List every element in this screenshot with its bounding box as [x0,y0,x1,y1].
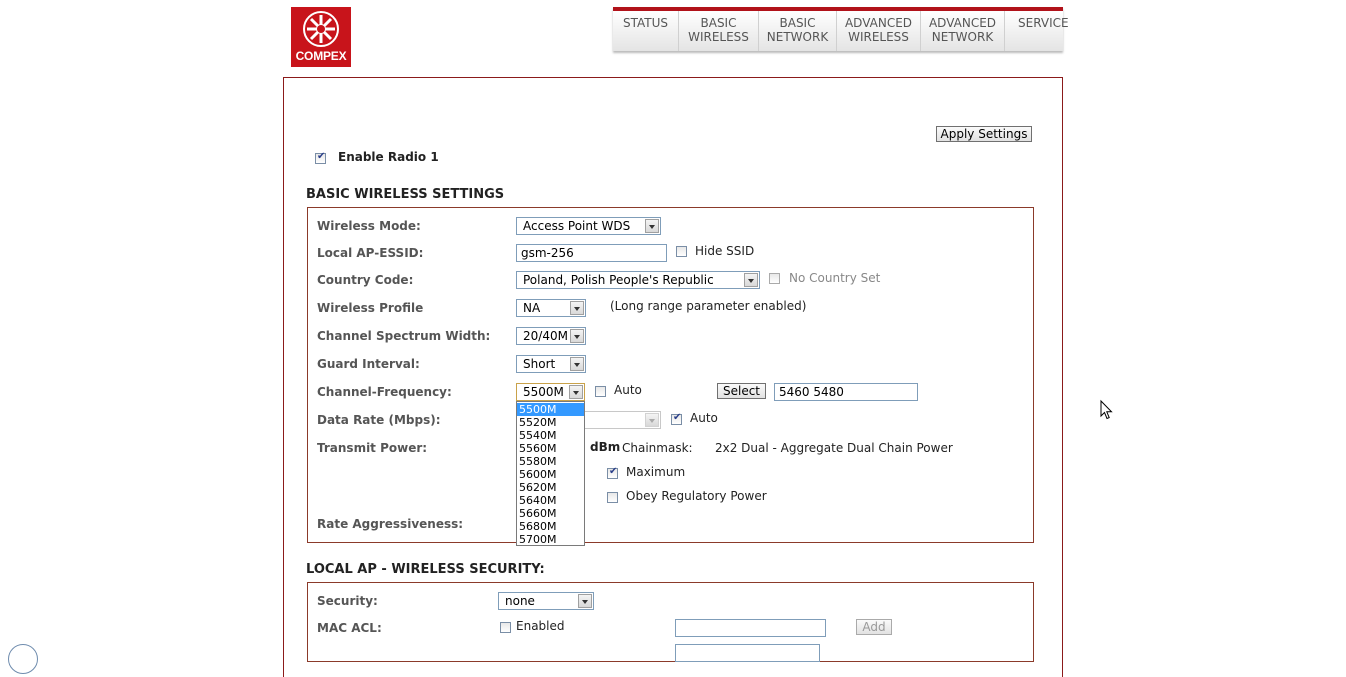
rate-aggressiveness-label: Rate Aggressiveness: [317,517,464,531]
spectrum-width-select[interactable] [516,327,586,345]
no-country-label: No Country Set [789,271,881,285]
tab-advanced-wireless[interactable] [837,11,921,51]
data-rate-auto-label: Auto [690,411,718,425]
mac-list-select[interactable] [675,644,820,662]
enable-radio-label: Enable Radio 1 [338,150,439,164]
dropdown-option[interactable]: 5500M [517,403,584,416]
no-country-checkbox[interactable] [769,273,780,284]
chevron-down-icon [570,301,584,315]
guard-interval-select[interactable] [516,355,586,373]
wireless-security-title: LOCAL AP - WIRELESS SECURITY: [306,562,545,577]
channel-select-button[interactable]: Select [717,383,766,399]
maximum-power-checkbox[interactable] [607,468,618,479]
obey-regulatory-label: Obey Regulatory Power [626,489,767,503]
data-rate-label: Data Rate (Mbps): [317,413,441,427]
partial-circle-icon [8,644,38,674]
wireless-profile-select[interactable] [516,299,586,317]
wireless-mode-select[interactable] [516,217,661,235]
chevron-down-icon [570,329,584,343]
channel-list-input[interactable]: 5460 5480 [774,383,918,401]
mouse-cursor-icon [1100,400,1113,420]
dropdown-option[interactable]: 5700M [519,533,557,546]
apply-settings-button[interactable]: Apply Settings [936,126,1032,142]
security-label: Security: [317,594,378,608]
channel-frequency-value: 5500M [523,385,564,399]
tab-service-label: SERVICE [1018,16,1069,30]
tab-basic-wireless-line2: WIRELESS [688,30,749,44]
enable-radio-checkbox[interactable] [315,153,326,164]
obey-regulatory-checkbox[interactable] [607,492,618,503]
tab-status-label: STATUS [622,16,669,30]
dropdown-option[interactable]: 5640M [519,494,557,507]
mac-add-button[interactable]: Add [856,619,892,635]
mac-acl-enabled-checkbox[interactable] [500,622,511,633]
tab-basic-network-line1: BASIC [779,16,816,30]
wireless-security-box [307,582,1034,662]
hide-ssid-checkbox[interactable] [676,246,687,257]
tab-status[interactable] [613,11,679,51]
spectrum-width-label: Channel Spectrum Width: [317,329,491,343]
logo-text: COMPEX [295,49,347,63]
mac-address-input[interactable] [675,619,826,637]
tab-basic-network-line2: NETWORK [766,30,829,44]
chevron-down-icon [744,273,758,287]
essid-input[interactable]: gsm-256 [516,244,667,262]
chevron-down-icon [570,357,584,371]
dropdown-option[interactable]: 5580M [519,455,557,468]
tab-basic-network[interactable] [759,11,837,51]
dropdown-option[interactable]: 5660M [519,507,557,520]
channel-frequency-select[interactable] [516,383,585,401]
security-value: none [505,594,535,608]
channel-frequency-dropdown[interactable] [516,401,585,546]
tab-service[interactable] [1005,11,1075,51]
channel-auto-label: Auto [614,383,642,397]
dropdown-option[interactable]: 5540M [519,429,557,442]
country-code-value: Poland, Polish People's Republic [523,273,714,287]
dropdown-option[interactable]: 5520M [519,416,557,429]
power-unit-label: dBm [590,440,621,454]
wireless-profile-label: Wireless Profile [317,301,424,315]
compex-logo [291,7,351,67]
tab-advanced-wireless-line1: ADVANCED [844,16,913,30]
chevron-down-icon [645,219,659,233]
chevron-down-icon [645,413,659,427]
spectrum-width-value: 20/40M [523,329,568,343]
chainmask-value: 2x2 Dual - Aggregate Dual Chain Power [715,441,953,455]
guard-interval-value: Short [523,357,556,371]
chevron-down-icon [569,385,583,399]
tab-basic-wireless-line1: BASIC [700,16,737,30]
data-rate-auto-checkbox[interactable] [671,414,682,425]
wireless-profile-value: NA [523,301,541,315]
basic-wireless-title: BASIC WIRELESS SETTINGS [306,187,505,202]
chevron-down-icon [578,594,592,608]
wireless-mode-label: Wireless Mode: [317,219,421,233]
country-code-label: Country Code: [317,273,414,287]
tab-advanced-network-line1: ADVANCED [928,16,997,30]
dropdown-option[interactable]: 5620M [519,481,557,494]
maximum-power-label: Maximum [626,465,686,479]
mac-acl-enabled-label: Enabled [516,619,565,633]
tab-advanced-wireless-line2: WIRELESS [848,30,909,44]
dropdown-option[interactable]: 5560M [519,442,557,455]
hide-ssid-label: Hide SSID [695,244,755,258]
guard-interval-label: Guard Interval: [317,357,420,371]
tab-advanced-network[interactable] [921,11,1005,51]
channel-frequency-label: Channel-Frequency: [317,385,452,399]
country-code-select[interactable] [516,271,760,289]
channel-auto-checkbox[interactable] [595,386,606,397]
security-select[interactable] [498,592,594,610]
essid-label: Local AP-ESSID: [317,246,424,260]
tab-advanced-network-line2: NETWORK [931,30,994,44]
wireless-mode-value: Access Point WDS [523,219,631,233]
dropdown-option[interactable]: 5600M [519,468,557,481]
chainmask-label: Chainmask: [622,441,693,455]
dropdown-option[interactable]: 5680M [519,520,557,533]
transmit-power-label: Transmit Power: [317,441,428,455]
top-nav [613,7,1069,51]
long-range-note: (Long range parameter enabled) [610,299,807,313]
tab-basic-wireless[interactable] [679,11,759,51]
mac-acl-label: MAC ACL: [317,621,382,635]
